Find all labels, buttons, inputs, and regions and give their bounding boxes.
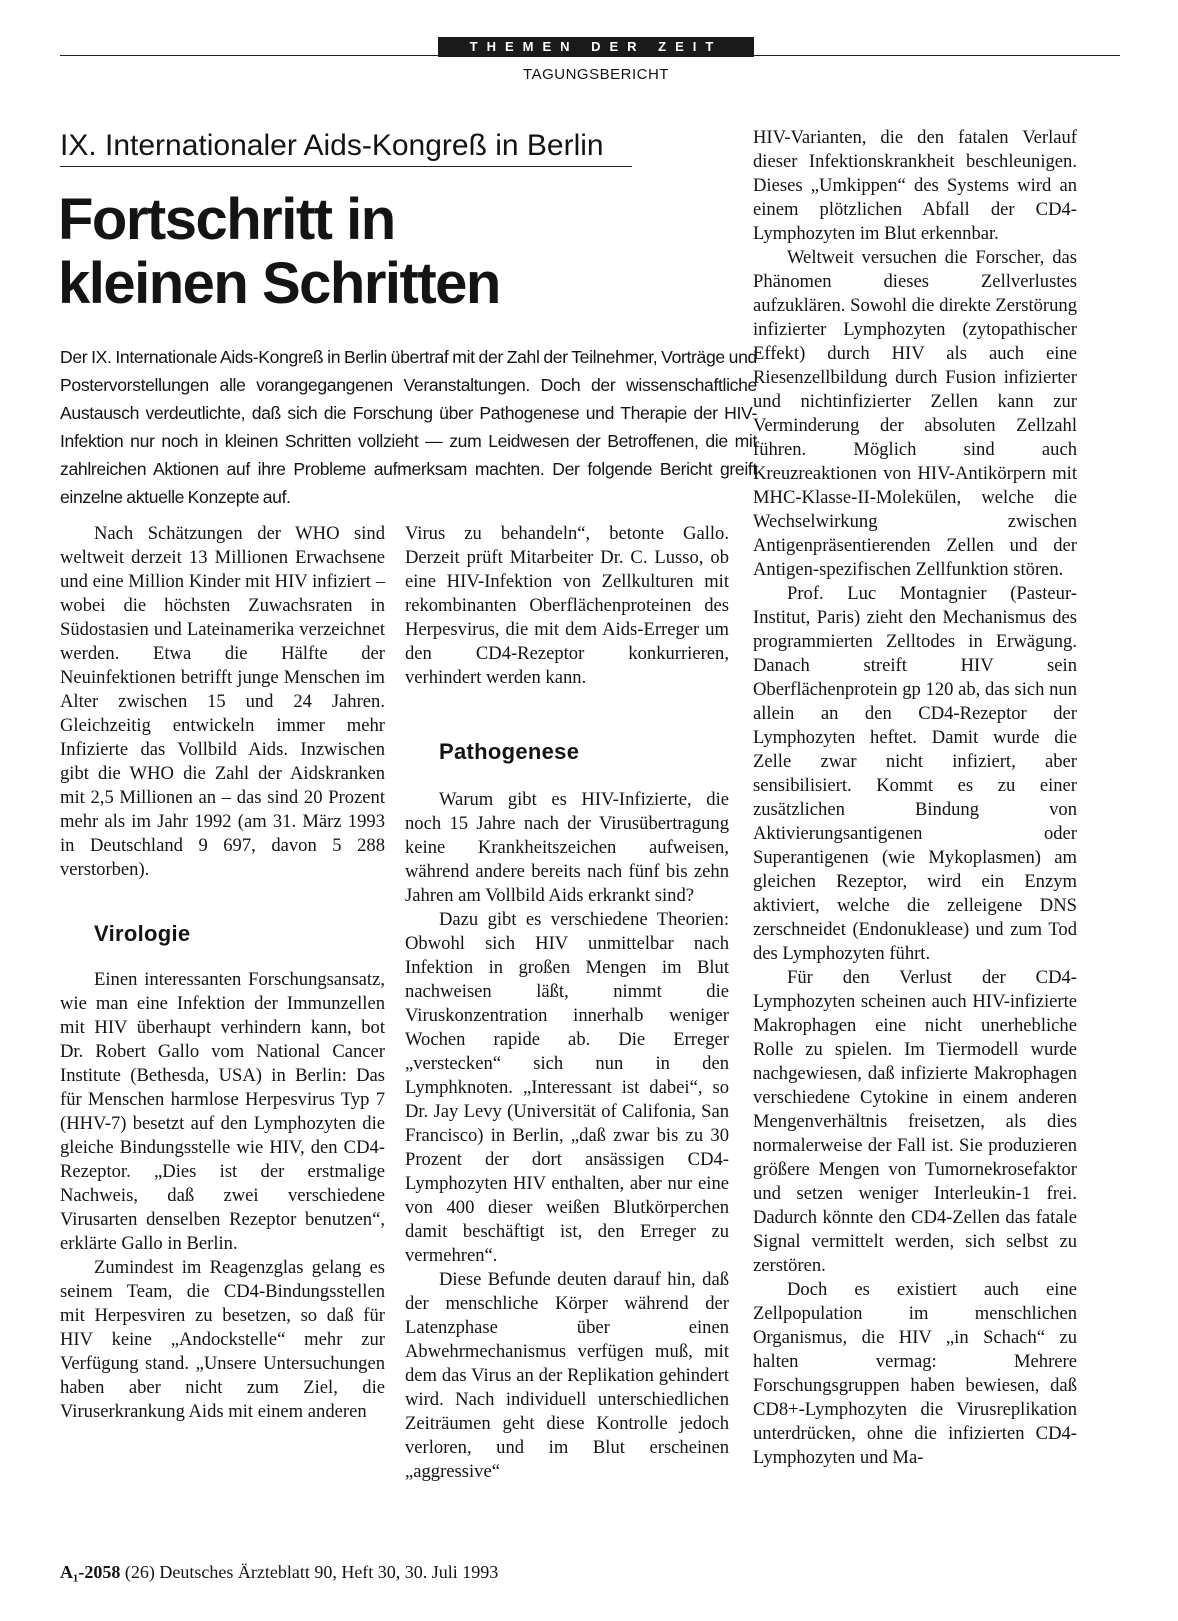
paragraph: Diese Befunde deuten darauf hin, daß der menschliche Körper während der Latenzphase über einen Abwehrmechanismus verfügen muß, mit dem das Virus an der Replikation gehindert wird. Nach individuell unterschiedlichen Zeiträumen geht diese Kontrolle jedoch verloren, und im Blut erscheinen „aggressive“: [405, 1269, 729, 1482]
subsection-label: TAGUNGSBERICHT: [523, 66, 669, 83]
paragraph: HIV-Varianten, die den fatalen Verlauf dieser Infektionskrankheit beschleunigen. Dieses „Umkippen“ des Systems wird an einem plötzlichen Abfall der CD4-Lymphozyten im Blut erkennbar.: [753, 127, 1077, 244]
paragraph: Einen interessanten Forschungsansatz, wie man eine Infektion der Immunzellen mit HIV überhaupt verhindern kann, bot Dr. Robert Gallo vom National Cancer Institute (Bethesda, USA) in Berlin: Das für Menschen harmlose Herpesvirus Typ 7 (HHV-7) besetzt auf den Lymphozyten die gleiche Bindungsstelle wie HIV, den CD4-Rezeptor. „Dies ist der erstmalige Nachweis, daß zwei verschiedene Virusarten denselben Rezeptor benutzen“, erklärte Gallo in Berlin.: [60, 969, 385, 1254]
citation: (26) Deutsches Ärzteblatt 90, Heft 30, 30. Juli 1993: [124, 1562, 499, 1582]
paragraph: Doch es existiert auch eine Zellpopulation im menschlichen Organismus, die HIV „in Schach“ zu halten vermag: Mehrere Forschungsgruppen haben bewiesen, daß CD8+-Lymphozyten die Virusreplikation unterdrücken, ohne die infizierten CD4-Lymphozyten und Ma-: [753, 1279, 1077, 1468]
paragraph: Nach Schätzungen der WHO sind weltweit derzeit 13 Millionen Erwachsene und eine Million Kinder mit HIV infiziert – wobei die höchsten Zuwachsraten in Südostasien und Lateinamerika verzeichnet werden. Etwa die Hälfte der Neuinfektionen betrifft junge Menschen im Alter zwischen 15 und 24 Jahren. Gleichzeitig entwickeln immer mehr Infizierte das Vollbild Aids. Inzwischen gibt die WHO die Zahl der Aidskranken mit 2,5 Millionen an – das sind 20 Prozent mehr als im Jahr 1992 (am 31. März 1993 in Deutschland 9 697, davon 5 288 verstorben).: [60, 523, 385, 880]
article-lead: Der IX. Internationale Aids-Kongreß in Berlin übertraf mit der Zahl der Teilnehmer, Vorträge und Postervorstellungen alle vorangegangenen Veranstaltungen. Doch der wissenschaftliche Austausch verdeutlichte, daß sich die Forschung über Pathogenese und Therapie der HIV-Infektion nur noch in kleinen Schritten vollzieht — zum Leidwesen der Betroffenen, die mit zahlreichen Aktionen auf ihre Probleme aufmerksam machten. Der folgende Bericht greift einzelne aktuelle Konzepte auf.: [60, 347, 757, 507]
article-kicker: IX. Internationaler Aids-Kongreß in Berlin: [60, 128, 632, 167]
paragraph: Für den Verlust der CD4-Lymphozyten scheinen auch HIV-infizierte Makrophagen eine nicht unerhebliche Rolle zu spielen. Im Tiermodell wurde nachgewiesen, daß infizierte Makrophagen verschiedene Cytokine in einem anderen Mengenverhältnis freisetzen, als dies normalerweise der Fall ist. Sie produzieren größere Mengen von Tumornekrosefaktor und setzen weniger Interleukin-1 frei. Dadurch könnte den CD4-Zellen das fatale Signal vermittelt werden, sich selbst zu zerstören.: [753, 967, 1077, 1276]
article-headline: [58, 188, 678, 316]
text-column-1: [60, 522, 385, 1424]
headline-line-1: Fortschritt in: [58, 187, 395, 252]
section-label: THEMEN DER ZEIT: [438, 37, 754, 57]
paragraph: Prof. Luc Montagnier (Pasteur-Institut, Paris) zieht den Mechanismus des programmierten Zelltodes in Erwägung. Danach streift HIV sein Oberflächenprotein gp 120 ab, das sich nun allein an den CD4-Rezeptor der Lymphozyten heftet. Damit wurde die Zelle zwar nicht infiziert, aber sensibilisiert. Kommt es zu einer zusätzlichen Bindung von Aktivierungsantigenen oder Superantigenen (wie Mykoplasmen) am gleichen Rezeptor, wird ein Enzym aktiviert, welche die zelleigene DNS zerschneidet (Endonuklease) und zum Tod des Lymphozyten führt.: [753, 583, 1077, 964]
text-column-3: [753, 126, 1077, 1470]
text-column-2: [405, 522, 729, 1484]
page-footer: [60, 1562, 498, 1583]
paragraph: Virus zu behandeln“, betonte Gallo. Derzeit prüft Mitarbeiter Dr. C. Lusso, ob eine HIV-Infektion von Zellkulturen mit rekombinanten Oberflächenproteinen des Herpesvirus, die mit dem Aids-Erreger um den CD4-Rezeptor konkurrieren, verhindert werden kann.: [405, 523, 729, 688]
paragraph: Dazu gibt es verschiedene Theorien: Obwohl sich HIV unmittelbar nach Infektion in großen Mengen im Blut nachweisen läßt, nimmt die Viruskonzentration innerhalb weniger Wochen rapide ab. Die Erreger „verstecken“ sich nun in den Lymphknoten. „Interessant ist dabei“, so Dr. Jay Levy (Universität of Califonia, San Francisco) in Berlin, „daß zwar bis zu 30 Prozent der dort ansässigen CD4-Lymphozyten HIV enthalten, aber nur eine von 400 dieser weißen Blutkörperchen damit beschäftigt ist, den Erreger zu vermehren“.: [405, 909, 729, 1266]
paragraph: Weltweit versuchen die Forscher, das Phänomen dieses Zellverlustes aufzuklären. Sowohl die direkte Zerstörung infizierter Lymphozyten (zytopathischer Effekt) durch HIV als auch eine Riesenzellbildung durch Fusion infizierter und nichtinfizierter Zellen kann zur Verminderung der absoluten Zellzahl führen. Möglich sind auch Kreuzreaktionen von HIV-Antikörpern mit MHC-Klasse-II-Molekülen, welche die Wechselwirkung zwischen Antigenpräsentierenden Zellen und der Antigen-spezifischen Zellfunktion stören.: [753, 247, 1077, 580]
paragraph: Zumindest im Reagenzglas gelang es seinem Team, die CD4-Bindungsstellen mit Herpesviren zu besetzen, so daß für HIV keine „Andockstelle“ mehr zur Verfügung stand. „Unsere Untersuchungen haben aber nicht zum Ziel, die Viruserkrankung Aids mit einem anderen: [60, 1257, 385, 1422]
section-heading-virologie: Virologie: [94, 921, 191, 946]
headline-line-2: kleinen Schritten: [58, 251, 500, 316]
paragraph: Warum gibt es HIV-Infizierte, die noch 15 Jahre nach der Virusübertragung keine Krankheitszeichen aufweisen, während andere bereits nach fünf bis zehn Jahren am Vollbild Aids erkrankt sind?: [405, 789, 729, 906]
page-id: A₁-2058: [60, 1562, 121, 1582]
section-heading-pathogenese: Pathogenese: [439, 739, 580, 764]
